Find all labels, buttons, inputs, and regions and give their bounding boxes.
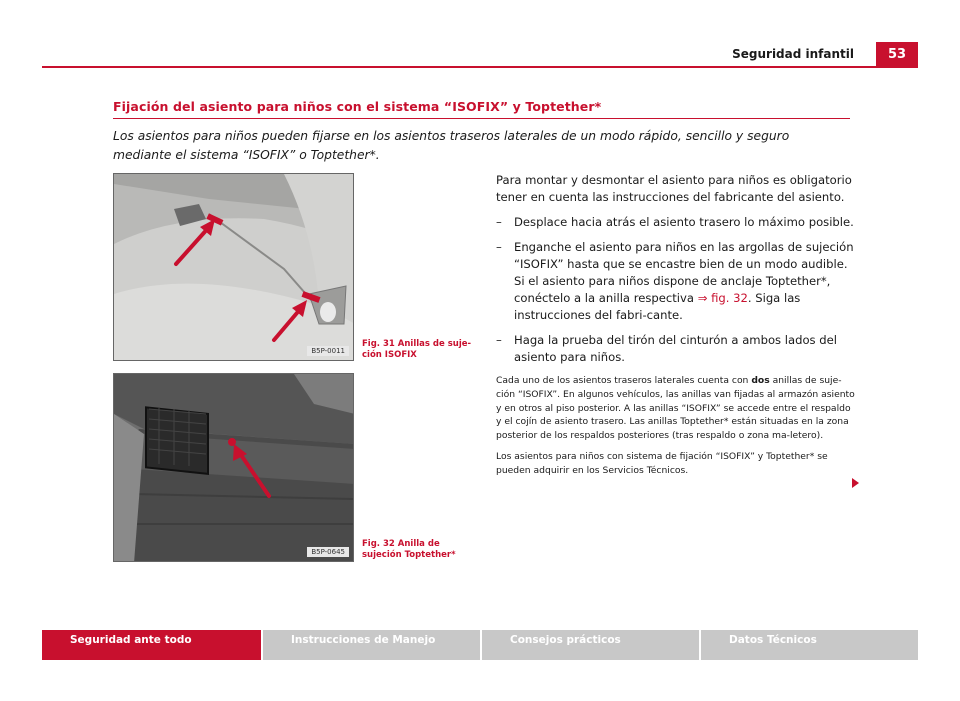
step-text: Desplace hacia atrás el asiento trasero lo máximo posible. <box>514 215 854 229</box>
tab-seguridad[interactable]: Seguridad ante todo <box>42 630 261 660</box>
page-number: 53 <box>876 42 918 68</box>
trunk-illustration <box>114 374 354 562</box>
footer-nav <box>42 630 918 660</box>
body-column <box>496 172 856 485</box>
figure-code: B5P-0645 <box>307 547 349 557</box>
step-item: – Enganche el asiento para niños en las argollas de sujeción “ISOFIX” hasta que se encastre bien de un modo audible. Si el asiento para niños dispone de anclaje Toptether*, conéctelo a la anilla respectiva ⇒ fig. 32. Siga las instrucciones del fabri-cante. <box>496 239 856 324</box>
step-item: – Haga la prueba del tirón del cinturón a ambos lados del asiento para niños. <box>496 332 856 366</box>
header-rule <box>42 66 877 68</box>
step-text: Haga la prueba del tirón del cinturón a ambos lados del asiento para niños. <box>514 333 837 364</box>
figure-isofix-rings <box>113 173 354 361</box>
section-rule <box>113 118 850 119</box>
note-paragraph: Los asientos para niños con sistema de fijación “ISOFIX” y Toptether* se pueden adquirir en los Servicios Técnicos. <box>496 450 828 476</box>
body-paragraph: Para montar y desmontar el asiento para niños es obligatorio tener en cuenta las instrucciones del fabricante del asiento. <box>496 173 852 204</box>
continue-arrow-icon <box>852 478 859 488</box>
tab-datos[interactable]: Datos Técnicos <box>699 630 918 660</box>
caption-text: Anillas de suje-ción ISOFIX <box>362 339 472 360</box>
section-title: Fijación del asiento para niños con el sistema “ISOFIX” y Toptether* <box>113 99 602 114</box>
section-intro: Los asientos para niños pueden fijarse en los asientos traseros laterales de un modo rápido, sencillo y seguro mediante el sistema “ISOFIX” o Toptether*. <box>113 129 790 162</box>
figure-caption <box>362 539 472 560</box>
tab-instrucciones[interactable]: Instrucciones de Manejo <box>261 630 480 660</box>
caption-label: Fig. 31 <box>362 339 395 349</box>
figure-reference-link[interactable]: ⇒ fig. 32 <box>697 291 748 305</box>
chapter-title: Seguridad infantil <box>732 47 854 61</box>
tab-consejos[interactable]: Consejos prácticos <box>480 630 699 660</box>
caption-label: Fig. 32 <box>362 539 395 549</box>
figure-caption <box>362 339 472 360</box>
step-text: Enganche el asiento para niños en las argollas de sujeción “ISOFIX” hasta que se encastre bien de un modo audible. Si el asiento para niños dispone de anclaje Toptether*, conéctelo a la anilla respectiva ⇒ fig. 32. Siga las instrucciones del fabri-cante. <box>514 240 854 322</box>
note-paragraph: Cada uno de los asientos traseros laterales cuenta con dos anillas de suje-ción “ISOFIX”. En algunos vehículos, las anillas van fijadas al armazón asiento y en otros al piso posterior. A las anillas “ISOFIX” se accede entre el respaldo y el cojín de asiento trasero. Las anillas Toptether* están situadas en la zona posterior de los respaldos posteriores (tras respaldo o zona ma-letero). <box>496 375 855 442</box>
caption-text: Anilla de sujeción Toptether* <box>362 539 456 560</box>
step-item: – Desplace hacia atrás el asiento trasero lo máximo posible. <box>496 215 854 229</box>
figure-code: B5P-0011 <box>307 346 349 356</box>
figure-toptether-ring <box>113 373 354 562</box>
isofix-seat-illustration <box>114 174 354 361</box>
